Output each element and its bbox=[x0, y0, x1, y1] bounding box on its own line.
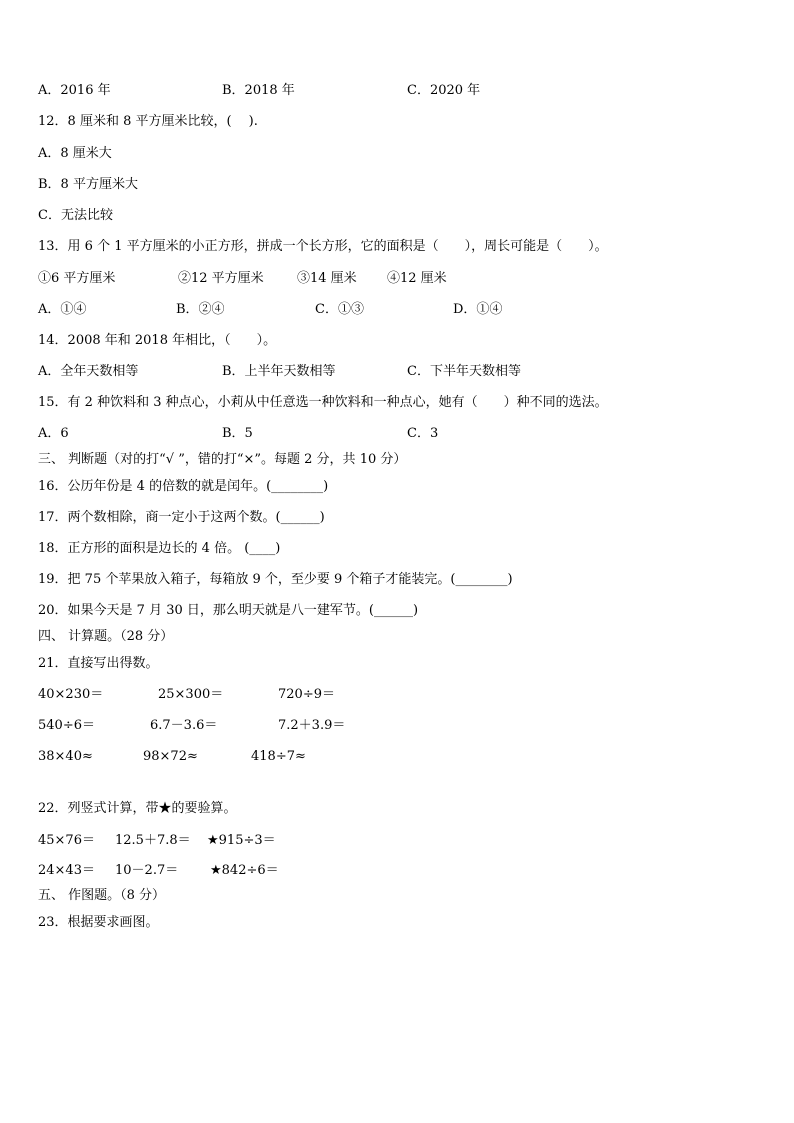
q21-item: 720÷9＝ bbox=[278, 687, 335, 702]
q12-option-b: B．8 平方厘米大 bbox=[38, 177, 138, 192]
q22-item: 45×76＝ bbox=[38, 833, 95, 848]
q21-item: 7.2＋3.9＝ bbox=[278, 718, 346, 733]
q11-option-b: B．2018 年 bbox=[222, 83, 295, 98]
q23-stem: 23．根据要求画图。 bbox=[38, 915, 159, 930]
q22-item: ★842÷6＝ bbox=[210, 863, 279, 878]
q13-choice-2: ②12 平方厘米 bbox=[178, 271, 264, 286]
q17: 17．两个数相除，商一定小于这两个数。(______) bbox=[38, 510, 325, 525]
q16: 16．公历年份是 4 的倍数的就是闰年。(________) bbox=[38, 479, 329, 494]
q15-option-b: B．5 bbox=[222, 426, 253, 441]
q18: 18．正方形的面积是边长的 4 倍。 (____) bbox=[38, 541, 281, 556]
q13-choice-3: ③14 厘米 bbox=[297, 271, 357, 286]
q21-item: 540÷6＝ bbox=[38, 718, 95, 733]
q21-item: 6.7－3.6＝ bbox=[150, 718, 218, 733]
q21-item: 38×40≈ bbox=[38, 749, 93, 764]
q11-option-a: A．2016 年 bbox=[38, 83, 111, 98]
q22-item: ★915÷3＝ bbox=[207, 833, 276, 848]
q15-option-a: A．6 bbox=[38, 426, 69, 441]
q12-option-c: C．无法比较 bbox=[38, 208, 113, 223]
q22-stem: 22．列竖式计算，带★的要验算。 bbox=[38, 801, 237, 816]
q19: 19．把 75 个苹果放入箱子，每箱放 9 个，至少要 9 个箱子才能装完。(________) bbox=[38, 572, 513, 587]
q11-option-c: C．2020 年 bbox=[407, 83, 481, 98]
q21-item: 40×230＝ bbox=[38, 687, 104, 702]
q13-choice-4: ④12 厘米 bbox=[387, 271, 447, 286]
q14-option-c: C．下半年天数相等 bbox=[407, 364, 521, 379]
section4-heading: 四、 计算题。（28 分） bbox=[38, 629, 174, 644]
q15-stem: 15．有 2 种饮料和 3 种点心，小莉从中任意选一种饮料和一种点心，她有（ ）种不同的选法。 bbox=[38, 395, 608, 410]
q21-item: 418÷7≈ bbox=[251, 749, 306, 764]
q13-option-b: B．②④ bbox=[176, 302, 225, 317]
q13-option-a: A．①④ bbox=[38, 302, 87, 317]
q21-item: 25×300＝ bbox=[158, 687, 224, 702]
q14-stem: 14．2008 年和 2018 年相比，（ ）。 bbox=[38, 333, 277, 348]
q21-stem: 21．直接写出得数。 bbox=[38, 656, 159, 671]
q22-item: 10－2.7＝ bbox=[115, 863, 179, 878]
q12-stem: 12．8 厘米和 8 平方厘米比较，( ). bbox=[38, 114, 258, 129]
q20: 20．如果今天是 7 月 30 日，那么明天就是八一建军节。(______) bbox=[38, 603, 419, 618]
q15-option-c: C．3 bbox=[407, 426, 439, 441]
q14-option-b: B．上半年天数相等 bbox=[222, 364, 336, 379]
q13-option-d: D．①④ bbox=[453, 302, 503, 317]
q13-stem: 13．用 6 个 1 平方厘米的小正方形，拼成一个长方形，它的面积是（ ），周长可能是（ ）。 bbox=[38, 239, 608, 254]
q12-option-a: A．8 厘米大 bbox=[38, 146, 112, 161]
q22-item: 12.5＋7.8＝ bbox=[115, 833, 191, 848]
q21-item: 98×72≈ bbox=[143, 749, 198, 764]
q22-item: 24×43＝ bbox=[38, 863, 95, 878]
section3-heading: 三、 判断题（对的打“√ ”，错的打“×”。每题 2 分，共 10 分） bbox=[38, 452, 407, 467]
q14-option-a: A．全年天数相等 bbox=[38, 364, 139, 379]
section5-heading: 五、 作图题。（8 分） bbox=[38, 888, 166, 903]
q13-choice-1: ①6 平方厘米 bbox=[38, 271, 116, 286]
q13-option-c: C．①③ bbox=[315, 302, 364, 317]
